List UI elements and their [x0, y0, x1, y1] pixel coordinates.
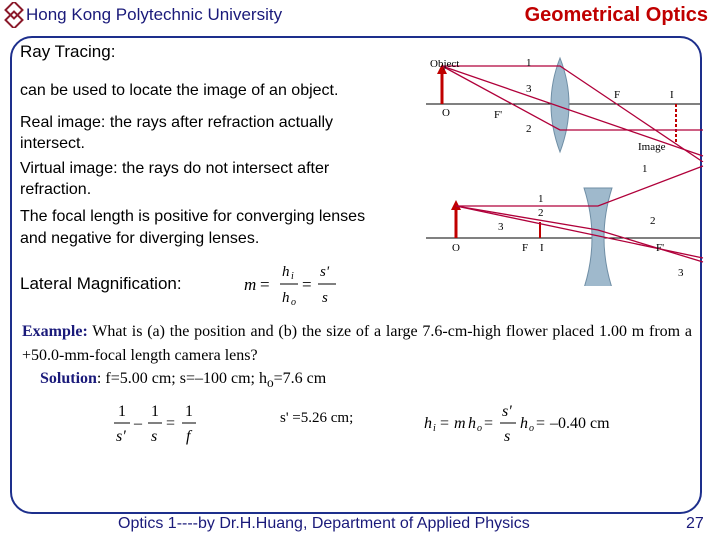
f-symbol: f — [186, 428, 191, 445]
s-symbol: s — [151, 428, 158, 445]
ray-3-lens-label: 3 — [498, 221, 504, 233]
ray-1-label: 1 — [642, 163, 648, 175]
ho-subscript: o — [477, 423, 482, 434]
ray-2 — [442, 66, 703, 130]
ray-3-label: 3 — [678, 267, 684, 279]
ho-symbol: h — [282, 290, 290, 306]
numerator-one: 1 — [151, 403, 159, 420]
slide-topic: Geometrical Optics — [524, 4, 708, 26]
text-line: Virtual image: the rays do not intersect after — [20, 160, 330, 177]
magnification-formula — [240, 258, 350, 308]
solution-ho-subscript: o — [266, 375, 274, 391]
size-result: –0.40 cm — [550, 415, 610, 432]
solution-line — [40, 370, 326, 391]
hi-symbol: h — [282, 264, 290, 280]
image-size-formula — [420, 396, 650, 450]
ray-1-label: 1 — [526, 57, 532, 69]
object-label: Object — [430, 58, 460, 70]
ray-2-label: 2 — [650, 215, 656, 227]
ray-tracing-heading: Ray Tracing: — [20, 42, 116, 61]
university-logo-icon — [2, 2, 26, 28]
point-f-prime-label: F' — [656, 242, 665, 254]
text-line: Real image: the rays after refraction actually — [20, 114, 334, 131]
object-arrow-head — [451, 200, 461, 210]
text-line: The focal length is positive for converging lenses — [20, 208, 366, 225]
lateral-magnification-heading: Lateral Magnification: — [20, 274, 182, 293]
point-f-label: F — [522, 242, 529, 254]
point-o-label: O — [452, 242, 460, 254]
point-f-prime-label: F' — [494, 109, 503, 121]
hi-symbol: h — [424, 415, 432, 432]
solution-text: : f=5.00 cm; s=–100 cm; h — [96, 370, 267, 387]
equals-sign: = — [302, 275, 312, 294]
example-text: What is (a) the position and (b) the size of a large 7.6-cm-high flower placed 1.00 m from a +50.0-mm-focal length camera lens? — [22, 323, 692, 364]
footer-text: Optics 1----by Dr.H.Huang, Department of Applied Physics — [118, 515, 530, 532]
text-line: refraction. — [20, 181, 92, 198]
ho-symbol: h — [520, 415, 528, 432]
thin-lens-formula — [110, 396, 210, 450]
ray-1-lens-label: 1 — [538, 193, 544, 205]
equals-sign: = — [440, 415, 450, 432]
solution-label: Solution — [40, 370, 97, 387]
m-symbol: m — [244, 275, 257, 294]
point-o-label: O — [442, 107, 450, 119]
s-symbol: s — [322, 290, 328, 306]
point-i-label: I — [670, 89, 674, 101]
hi-subscript: i — [433, 423, 436, 434]
ray-2-lens-label: 2 — [538, 207, 544, 219]
page-number: 27 — [686, 515, 704, 532]
ho-subscript: o — [529, 423, 534, 434]
university-name: Hong Kong Polytechnic University — [26, 5, 283, 24]
ray-3-label: 3 — [526, 83, 532, 95]
ray-tracing-intro: can be used to locate the image of an object. — [20, 82, 339, 99]
s-prime-symbol: s' — [116, 428, 126, 445]
numerator-one: 1 — [185, 403, 193, 420]
diverging-lens-diagram — [418, 158, 708, 286]
solution-tail: =7.6 cm — [273, 370, 327, 387]
converging-lens-diagram — [418, 52, 708, 162]
s-prime-symbol: s' — [502, 403, 512, 420]
ho-symbol: h — [468, 415, 476, 432]
equals-sign: = — [166, 415, 176, 432]
ho-subscript: o — [291, 297, 296, 308]
example-label: Example: — [22, 323, 88, 340]
image-label: Image — [638, 141, 666, 153]
numerator-one: 1 — [118, 403, 126, 420]
ray-2-label: 2 — [526, 123, 532, 135]
point-i-label: I — [540, 242, 544, 254]
equals-sign: = — [484, 415, 494, 432]
hi-subscript: i — [291, 271, 294, 282]
minus-sign: – — [134, 415, 142, 432]
point-f-label: F — [614, 89, 621, 101]
image-distance-result: s' =5.26 cm; — [280, 410, 354, 426]
example-paragraph — [22, 320, 692, 368]
ray-1 — [456, 166, 703, 206]
s-prime-symbol: s' — [320, 264, 330, 280]
equals-sign: = — [536, 415, 546, 432]
s-symbol: s — [504, 428, 511, 445]
equals-sign: = — [260, 275, 270, 294]
text-line: and negative for diverging lenses. — [20, 230, 260, 247]
m-symbol: m — [454, 415, 466, 432]
text-line: intersect. — [20, 135, 85, 152]
